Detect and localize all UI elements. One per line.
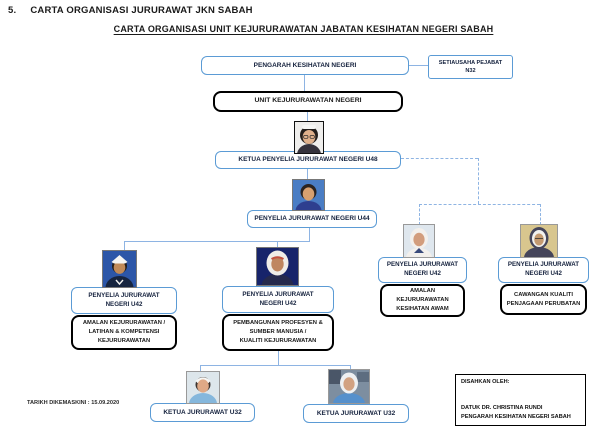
page-heading — [8, 5, 253, 16]
chart-title: CARTA ORGANISASI UNIT KEJURURAWATAN JABATAN KESIHATAN NEGERI SABAH — [113, 24, 494, 34]
approval-name: DATUK DR. CHRISTINA RUNDI — [461, 405, 543, 412]
dashed-connector-u42-4 — [540, 204, 541, 225]
node-penyelia-jururawat-u42-4: PENYELIA JURURAWAT NEGERI U42 — [498, 257, 589, 283]
connector-u32-branch — [200, 365, 350, 366]
connector-ketua48-u44 — [307, 169, 308, 179]
node-ketua-penyelia-jururawat-u48: KETUA PENYELIA JURURAWAT NEGERI U48 — [215, 151, 401, 169]
node-penyelia-jururawat-u42-2: PENYELIA JURURAWAT NEGERI U42 — [222, 286, 334, 313]
node-penyelia-jururawat-u42-3: PENYELIA JURURAWAT NEGERI U42 — [378, 257, 467, 283]
connector-u42-2-drop — [278, 350, 279, 365]
updated-date-note: TARIKH DIKEMASKINI : 15.09.2020 — [27, 400, 120, 406]
portrait-nurse-white-cap-navy-uniform — [102, 250, 137, 288]
node-unit-amalan-latihan-kompetensi: AMALAN KEJURURAWATAN / LATIHAN & KOMPETENSI KEJURURAWATAN — [71, 315, 177, 350]
node-penyelia-jururawat-u44: PENYELIA JURURAWAT NEGERI U44 — [247, 210, 377, 228]
dashed-connector-down — [478, 158, 479, 204]
dashed-connector-u42-3 — [419, 204, 420, 225]
connector-pengarah-setiausaha — [409, 65, 428, 66]
page-heading-text: CARTA ORGANISASI JURURAWAT JKN SABAH — [30, 5, 253, 16]
portrait-woman-short-dark-hair-blue-background — [292, 179, 325, 211]
node-pengarah-kesihatan-negeri: PENGARAH KESIHATAN NEGERI — [201, 56, 409, 75]
portrait-woman-white-hijab-office-background — [328, 369, 370, 404]
portrait-woman-glasses-white-hijab-tan-background — [520, 224, 558, 258]
node-ketua-jururawat-u32-2: KETUA JURURAWAT U32 — [303, 404, 409, 423]
node-setiausaha-pejabat: SETIAUSAHA PEJABAT N32 — [428, 55, 513, 79]
node-penyelia-jururawat-u42-1: PENYELIA JURURAWAT NEGERI U42 — [71, 287, 177, 314]
portrait-woman-white-hijab-navy-background — [256, 247, 299, 286]
portrait-woman-white-hijab-light-background — [403, 224, 435, 258]
connector-u44-drop — [309, 228, 310, 241]
node-unit-kejururawatan-negeri: UNIT KEJURURAWATAN NEGERI — [213, 91, 403, 112]
approval-title: PENGARAH KESIHATAN NEGERI SABAH — [461, 413, 571, 420]
dashed-connector-branch — [419, 204, 540, 205]
connector-pengarah-unit — [304, 75, 305, 92]
node-ketua-jururawat-u32-1: KETUA JURURAWAT U32 — [150, 403, 255, 422]
page-heading-number: 5. — [8, 5, 17, 16]
approval-box — [455, 374, 586, 426]
approval-heading: DISAHKAN OLEH: — [461, 379, 510, 385]
node-unit-amalan-kesihatan-awam: AMALAN KEJURURAWATAN KESIHATAN AWAM — [380, 284, 465, 317]
portrait-nurse-cap-light-blue-scrubs — [186, 371, 220, 404]
connector-u44-branch — [124, 241, 310, 242]
portrait-woman-dark-hair-glasses-light-background — [294, 121, 324, 154]
node-unit-pembangunan-profesyen-kualiti: PEMBANGUNAN PROFESYEN & SUMBER MANUSIA / KUALITI KEJURURAWATAN — [222, 314, 334, 351]
node-unit-cawangan-kualiti-perubatan: CAWANGAN KUALITI PENJAGAAN PERUBATAN — [500, 284, 587, 315]
dashed-connector-ketua48-right — [401, 158, 478, 159]
